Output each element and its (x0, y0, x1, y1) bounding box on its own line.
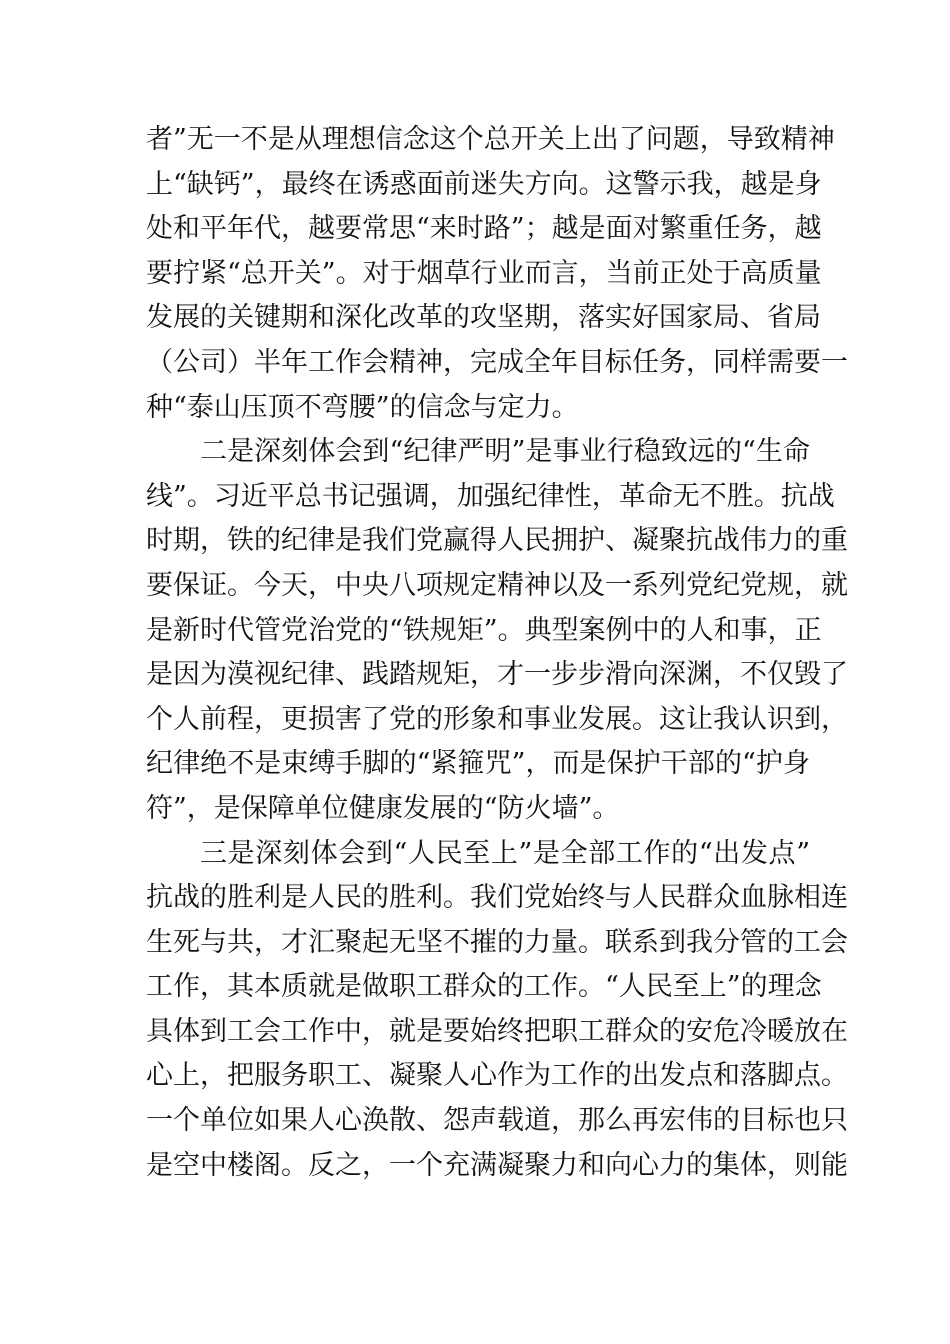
text-line: 发展的关键期和深化改革的攻坚期，落实好国家局、省局 (146, 302, 821, 334)
text-line: 抗战的胜利是人民的胜利。我们党始终与人民群众血脉相连 (146, 882, 848, 914)
text-line: 时期，铁的纪律是我们党赢得人民拥护、凝聚抗战伟力的重 (146, 525, 848, 557)
text-line: 上“缺钙”，最终在诱惑面前迷失方向。这警示我，越是身 (146, 168, 822, 200)
text-line: 符”，是保障单位健康发展的“防火墙”。 (146, 792, 620, 824)
paragraph-people (146, 832, 848, 1189)
paragraph-heading-line: 三是深刻体会到“人民至上”是全部工作的“出发点” (200, 837, 810, 869)
text-line: 是因为漠视纪律、践踏规矩，才一步步滑向深渊，不仅毁了 (146, 659, 848, 691)
paragraph-ideals (146, 118, 848, 430)
text-line: 工作，其本质就是做职工群众的工作。“人民至上”的理念 (146, 971, 822, 1003)
paragraph-discipline (146, 430, 848, 831)
text-line: 一个单位如果人心涣散、怨声载道，那么再宏伟的目标也只 (146, 1105, 848, 1137)
text-line: 个人前程，更损害了党的形象和事业发展。这让我认识到， (146, 703, 848, 735)
text-line: 线”。习近平总书记强调，加强纪律性，革命无不胜。抗战 (146, 480, 835, 512)
text-line: 是空中楼阁。反之，一个充满凝聚力和向心力的集体，则能 (146, 1149, 848, 1181)
text-line: 生死与共，才汇聚起无坚不摧的力量。联系到我分管的工会 (146, 926, 848, 958)
text-line: 要保证。今天，中央八项规定精神以及一系列党纪党规，就 (146, 569, 848, 601)
text-line: 种“泰山压顶不弯腰”的信念与定力。 (146, 391, 579, 423)
paragraph-heading-line: 二是深刻体会到“纪律严明”是事业行稳致远的“生命 (200, 436, 810, 468)
text-line: （公司）半年工作会精神，完成全年目标任务，同样需要一 (146, 346, 848, 378)
text-line: 是新时代管党治党的“铁规矩”。典型案例中的人和事，正 (146, 614, 822, 646)
text-line: 要拧紧“总开关”。对于烟草行业而言，当前正处于高质量 (146, 257, 822, 289)
text-line: 心上，把服务职工、凝聚人心作为工作的出发点和落脚点。 (146, 1060, 848, 1092)
text-line: 处和平年代，越要常思“来时路”；越是面对繁重任务，越 (146, 213, 822, 245)
text-line: 纪律绝不是束缚手脚的“紧箍咒”，而是保护干部的“护身 (146, 748, 810, 780)
document-body (146, 118, 848, 1188)
text-line: 具体到工会工作中，就是要始终把职工群众的安危冷暖放在 (146, 1015, 848, 1047)
text-line: 者”无一不是从理想信念这个总开关上出了问题，导致精神 (146, 124, 835, 155)
